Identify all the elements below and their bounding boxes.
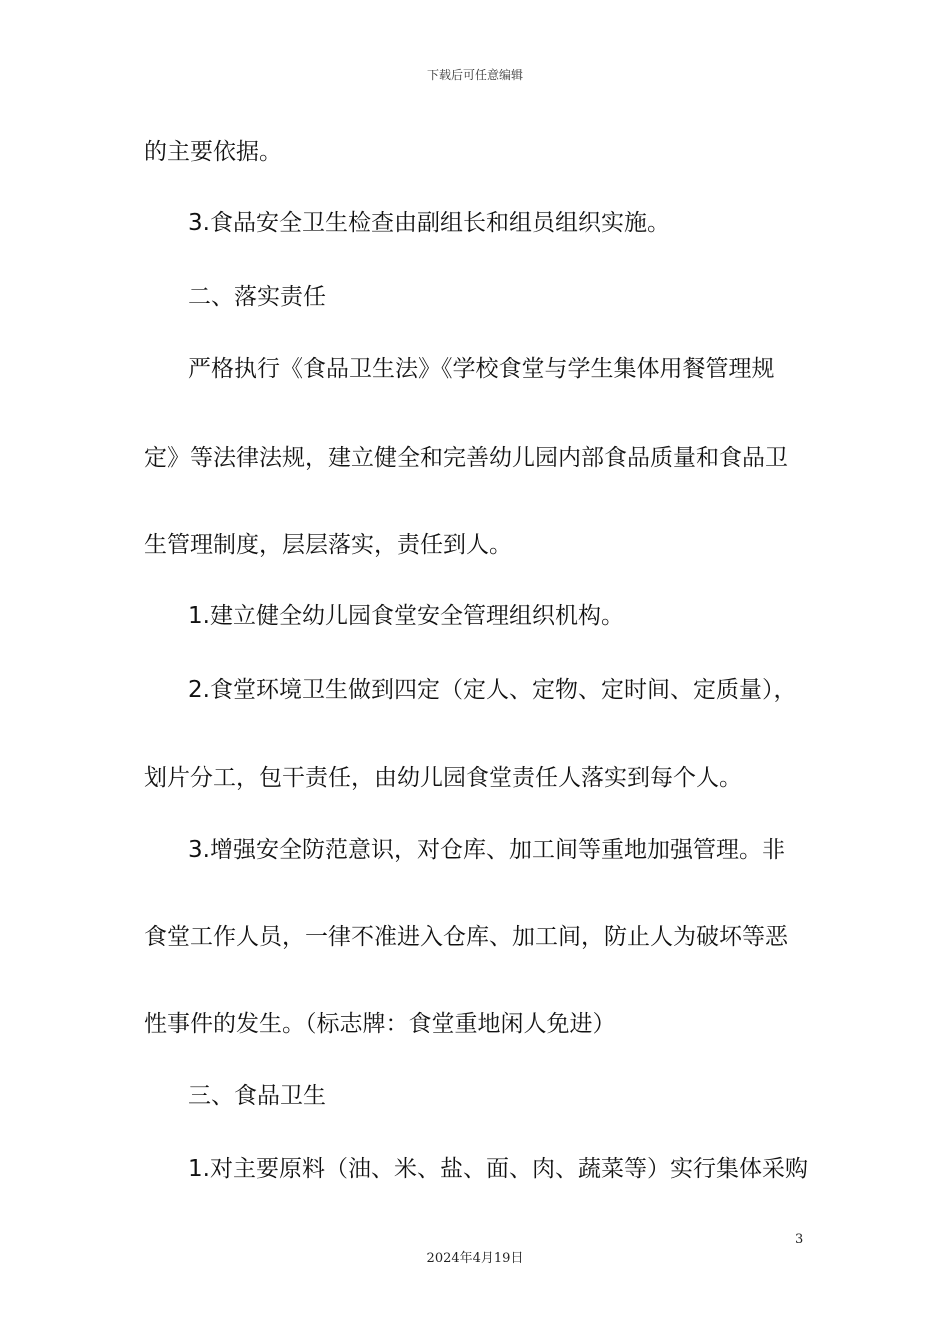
paragraph-line: 3.增强安全防范意识，对仓库、加工间等重地加强管理。非: [188, 837, 785, 863]
paragraph-line: 食堂工作人员，一律不准进入仓库、加工间，防止人为破坏等恶: [144, 924, 788, 950]
section-heading: 三、食品卫生: [188, 1083, 326, 1109]
paragraph-line: 定》等法律法规，建立健全和完善幼儿园内部食品质量和食品卫: [144, 445, 788, 471]
paragraph-line: 2.食堂环境卫生做到四定（定人、定物、定时间、定质量），: [188, 677, 797, 703]
paragraph-line: 1.建立健全幼儿园食堂安全管理组织机构。: [188, 603, 624, 629]
paragraph-line: 划片分工，包干责任，由幼儿园食堂责任人落实到每个人。: [144, 765, 742, 791]
paragraph-line: 生管理制度，层层落实，责任到人。: [144, 532, 512, 558]
paragraph-line: 1.对主要原料（油、米、盐、面、肉、蔬菜等）实行集体采购: [188, 1156, 808, 1182]
footer-date: 2024年4月19日: [426, 1251, 524, 1266]
paragraph-line: 3.食品安全卫生检查由副组长和组员组织实施。: [188, 210, 670, 236]
paragraph-line: 的主要依据。: [144, 139, 282, 165]
paragraph-line: 性事件的发生。（标志牌：食堂重地闲人免进）: [144, 1011, 616, 1037]
page-number: 3: [795, 1232, 804, 1247]
section-heading: 二、落实责任: [188, 284, 326, 310]
paragraph-line: 严格执行《食品卫生法》《学校食堂与学生集体用餐管理规: [188, 356, 775, 382]
page-header: 下载后可任意编辑: [426, 68, 523, 82]
